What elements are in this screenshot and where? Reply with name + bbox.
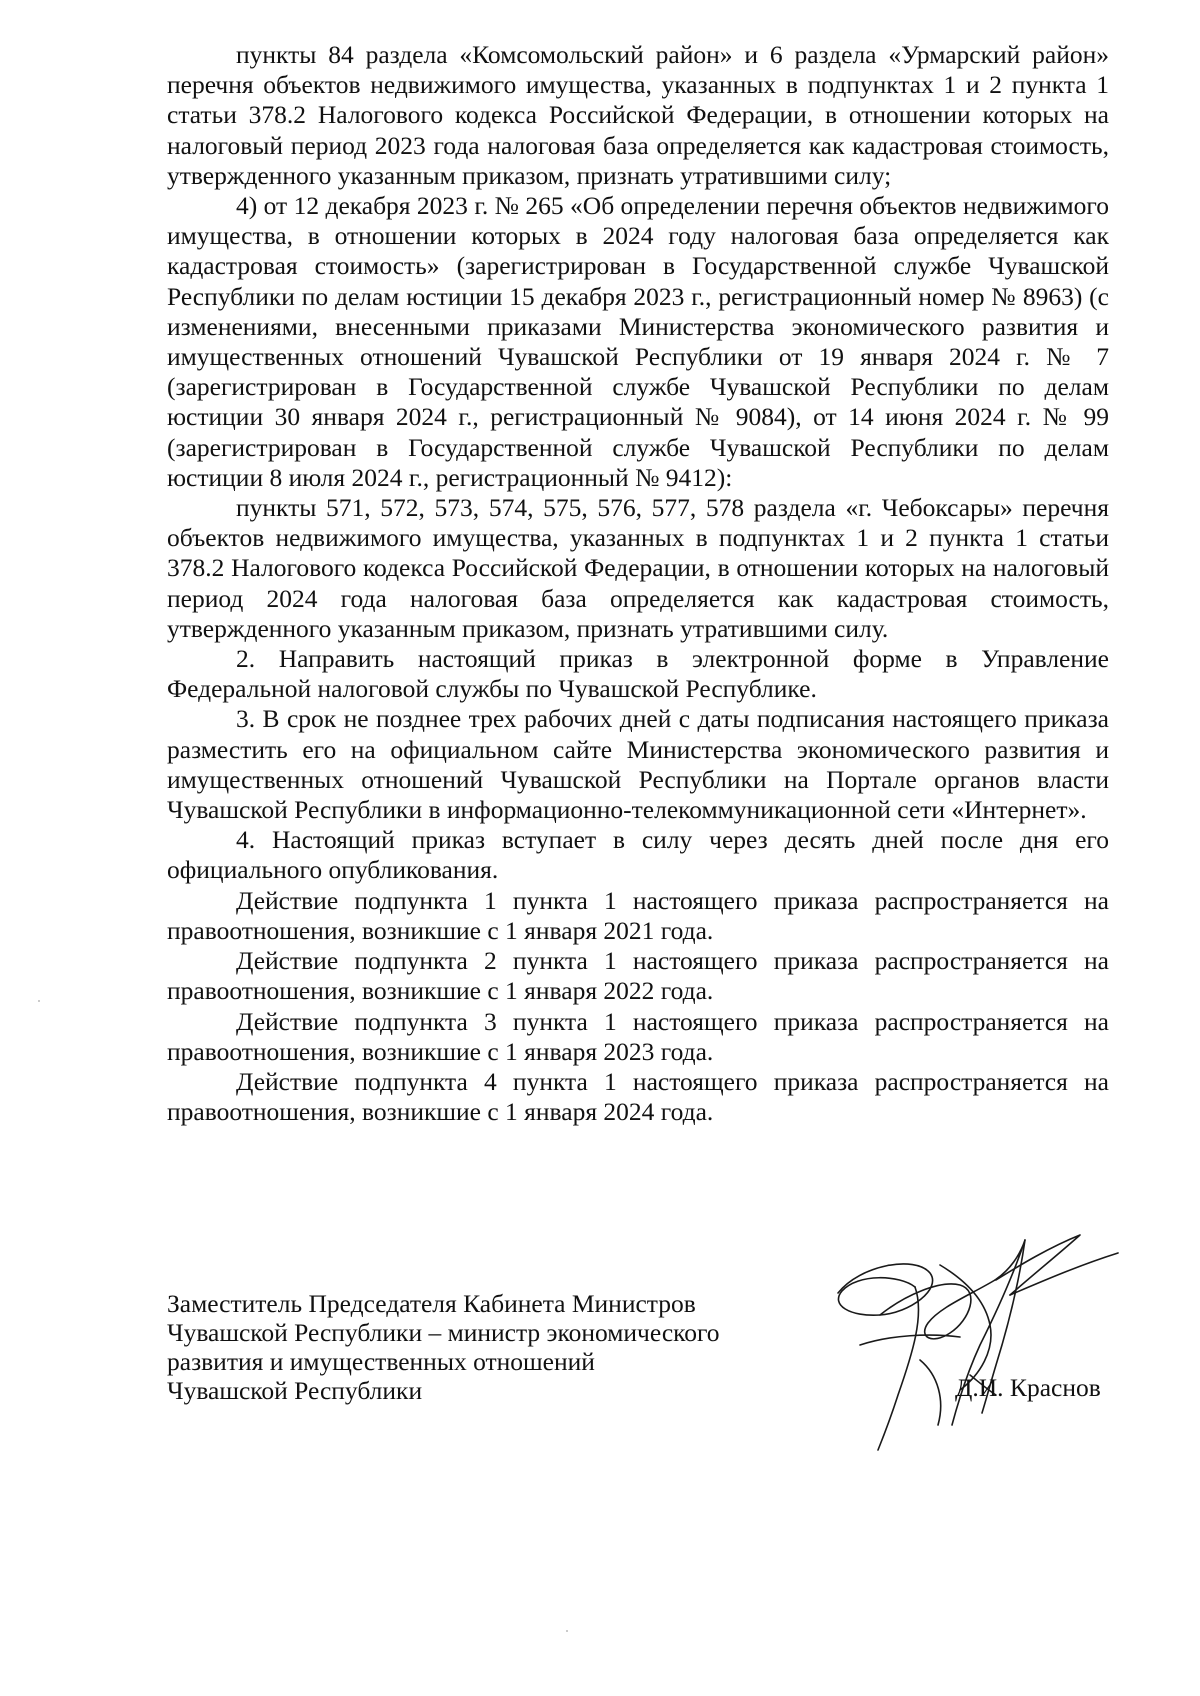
document-body bbox=[167, 40, 1109, 1127]
signatory-title-line: развития и имущественных отношений bbox=[167, 1347, 595, 1376]
handwritten-signature bbox=[820, 1225, 1120, 1465]
paragraph-item-4: 4. Настоящий приказ вступает в силу через десять дней после дня его официального опубликования. bbox=[167, 825, 1109, 885]
paragraph-item-3: 3. В срок не позднее трех рабочих дней с даты подписания настоящего приказа разместить его на официальном сайте Министерства экономического развития и имущественных отношений Чувашской Республики на Портале органов власти Чувашской Республики в информационно-телекоммуникационной сети «Интернет». bbox=[167, 704, 1109, 825]
signatory-name: Д.И. Краснов bbox=[955, 1373, 1101, 1402]
paragraph-item-2: 2. Направить настоящий приказ в электронной форме в Управление Федеральной налоговой службы по Чувашской Республике. bbox=[167, 644, 1109, 704]
signatory-title-line: Чувашской Республики – министр экономического bbox=[167, 1318, 720, 1347]
paragraph-effect-subitem-3: Действие подпункта 3 пункта 1 настоящего приказа распространяется на правоотношения, возникшие с 1 января 2023 года. bbox=[167, 1006, 1109, 1066]
paragraph-order-265: 4) от 12 декабря 2023 г. № 265 «Об определении перечня объектов недвижимого имущества, в отношении которых в 2024 году налоговая база определяется как кадастровая стоимость» (зарегистрирован в Государственной службе Чувашской Республики по делам юстиции 15 декабря 2023 г., регистрационный номер № 8963) (с изменениями, внесенными приказами Министерства экономического развития и имущественных отношений Чувашской Республики от 19 января 2024 г. № 7 (зарегистрирован в Государственной службе Чувашской Республики по делам юстиции 30 января 2024 г., регистрационный № 9084), от 14 июня 2024 г. № 99 (зарегистрирован в Государственной службе Чувашской Республики по делам юстиции 8 июля 2024 г., регистрационный № 9412): bbox=[167, 191, 1109, 492]
paragraph-komsomolsky-urmarsky: пункты 84 раздела «Комсомольский район» и 6 раздела «Урмарский район» перечня объектов недвижимого имущества, указанных в подпунктах 1 и 2 пункта 1 статьи 378.2 Налогового кодекса Российской Федерации, в отношении которых на налоговый период 2023 года налоговая база определяется как кадастровая стоимость, утвержденного указанным приказом, признать утратившими силу; bbox=[167, 40, 1109, 190]
paragraph-effect-subitem-4: Действие подпункта 4 пункта 1 настоящего приказа распространяется на правоотношения, возникшие с 1 января 2024 года. bbox=[167, 1066, 1109, 1127]
scan-speck bbox=[566, 1630, 568, 1632]
scan-speck bbox=[38, 1000, 40, 1002]
paragraph-effect-subitem-2: Действие подпункта 2 пункта 1 настоящего приказа распространяется на правоотношения, возникшие с 1 января 2022 года. bbox=[167, 946, 1109, 1006]
signatory-title-line: Заместитель Председателя Кабинета Министров bbox=[167, 1289, 696, 1318]
paragraph-effect-subitem-1: Действие подпункта 1 пункта 1 настоящего приказа распространяется на правоотношения, возникшие с 1 января 2021 года. bbox=[167, 885, 1109, 945]
signatory-title-line: Чувашской Республики bbox=[167, 1376, 423, 1405]
signatory-title bbox=[167, 1289, 767, 1405]
paragraph-cheboksary-items: пункты 571, 572, 573, 574, 575, 576, 577, 578 раздела «г. Чебоксары» перечня объектов недвижимого имущества, указанных в подпунктах 1 и 2 пункта 1 статьи 378.2 Налогового кодекса Российской Федерации, в отношении которых на налоговый период 2024 года налоговая база определяется как кадастровая стоимость, утвержденного указанным приказом, признать утратившими силу. bbox=[167, 493, 1109, 643]
